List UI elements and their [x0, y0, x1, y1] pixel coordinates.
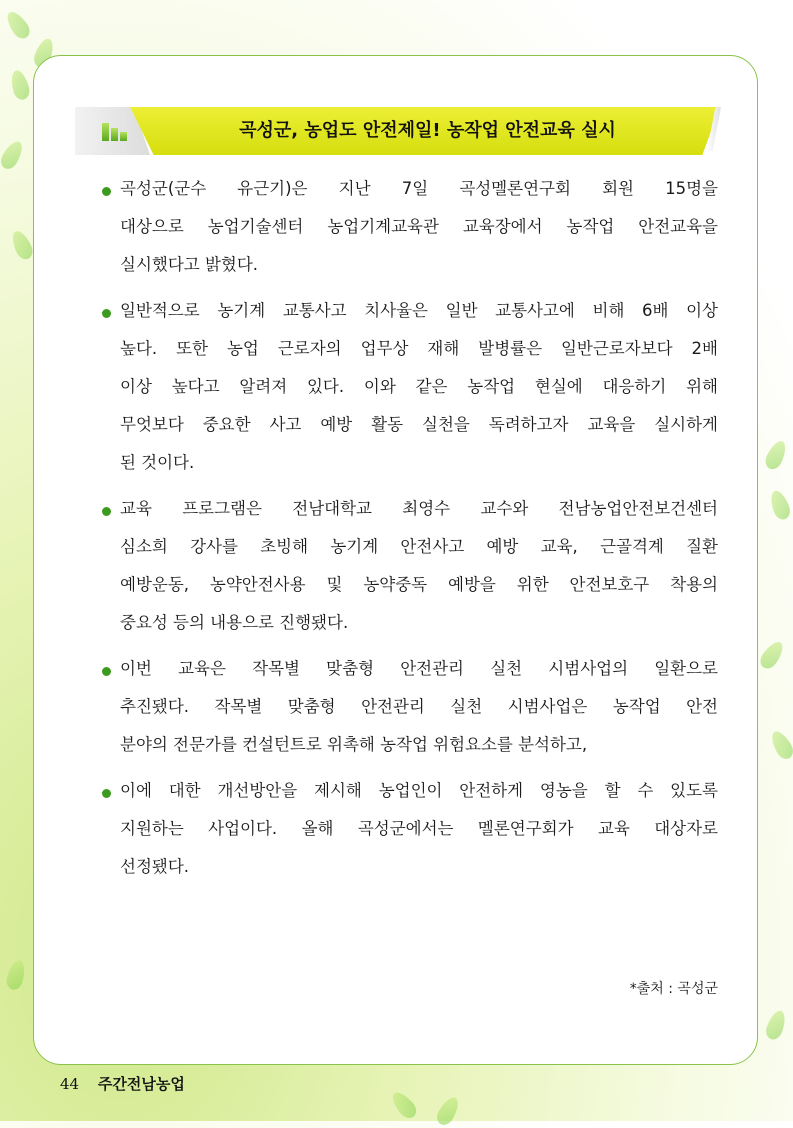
text-line: 무엇보다 중요한 사고 예방 활동 실천을 독려하고자 교육을 실시하게 [120, 415, 718, 434]
text-line: 이번 교육은 작목별 맞춤형 안전관리 실천 시범사업의 일환으로 [120, 659, 718, 678]
paragraph-5 [98, 772, 718, 886]
article-title: 곡성군, 농업도 안전제일! 농작업 안전교육 실시 [239, 120, 616, 141]
text-line: 된 것이다. [120, 453, 195, 472]
leaf-decoration [434, 1094, 463, 1128]
title-banner [75, 107, 715, 155]
text-line: 지원하는 사업이다. 올해 곡성군에서는 멜론연구회가 교육 대상자로 [120, 819, 718, 838]
leaf-decoration [767, 488, 792, 522]
page-footer [60, 1073, 185, 1094]
paragraph-3 [98, 490, 718, 642]
leaf-decoration [763, 1008, 788, 1042]
text-line: 높다. 또한 농업 근로자의 업무상 재해 발병률은 일반근로자보다 2배 [120, 339, 718, 358]
text-line: 실시했다고 밝혔다. [120, 255, 259, 274]
bullet-icon [102, 789, 111, 798]
bullet-icon [102, 507, 111, 516]
publication-name: 주간전남농업 [97, 1075, 185, 1093]
text-line: 선정됐다. [120, 857, 190, 876]
paragraph-1 [98, 170, 718, 284]
text-line: 대상으로 농업기술센터 농업기계교육관 교육장에서 농작업 안전교육을 [120, 217, 718, 236]
text-line: 중요성 등의 내용으로 진행됐다. [120, 613, 349, 632]
article-body [98, 170, 718, 894]
text-line: 예방운동, 농약안전사용 및 농약중독 예방을 위한 안전보호구 착용의 [120, 575, 718, 594]
paragraph-2 [98, 292, 718, 482]
leaf-decoration [3, 8, 33, 42]
text-line: 추진됐다. 작목별 맞춤형 안전관리 실천 시범사업은 농작업 안전 [120, 697, 718, 716]
leaf-decoration [0, 138, 26, 172]
source-credit: *출처 : 곡성군 [629, 981, 718, 997]
leaf-decoration [762, 438, 789, 472]
bar-chart-icon [102, 119, 132, 141]
leaf-decoration [8, 228, 35, 262]
leaf-decoration [8, 68, 31, 101]
bullet-icon [102, 309, 111, 318]
text-line: 곡성군(군수 유근기)은 지난 7일 곡성멜론연구회 회원 15명을 [120, 179, 718, 198]
text-line: 분야의 전문가를 컨설턴트로 위촉해 농작업 위험요소를 분석하고, [120, 735, 588, 754]
paragraph-4 [98, 650, 718, 764]
text-line: 이상 높다고 알려져 있다. 이와 같은 농작업 현실에 대응하기 위해 [120, 377, 718, 396]
leaf-decoration [768, 728, 793, 762]
leaf-decoration [4, 958, 27, 991]
page-number: 44 [60, 1075, 80, 1093]
text-line: 이에 대한 개선방안을 제시해 농업인이 안전하게 영농을 할 수 있도록 [120, 781, 718, 800]
leaf-decoration [757, 638, 787, 672]
bullet-icon [102, 187, 111, 196]
text-line: 심소희 강사를 초빙해 농기계 안전사고 예방 교육, 근골격계 질환 [120, 537, 718, 556]
text-line: 일반적으로 농기계 교통사고 치사율은 일반 교통사고에 비해 6배 이상 [120, 301, 718, 320]
leaf-decoration [388, 1088, 420, 1121]
text-line: 교육 프로그램은 전남대학교 최영수 교수와 전남농업안전보건센터 [120, 499, 718, 518]
bullet-icon [102, 667, 111, 676]
